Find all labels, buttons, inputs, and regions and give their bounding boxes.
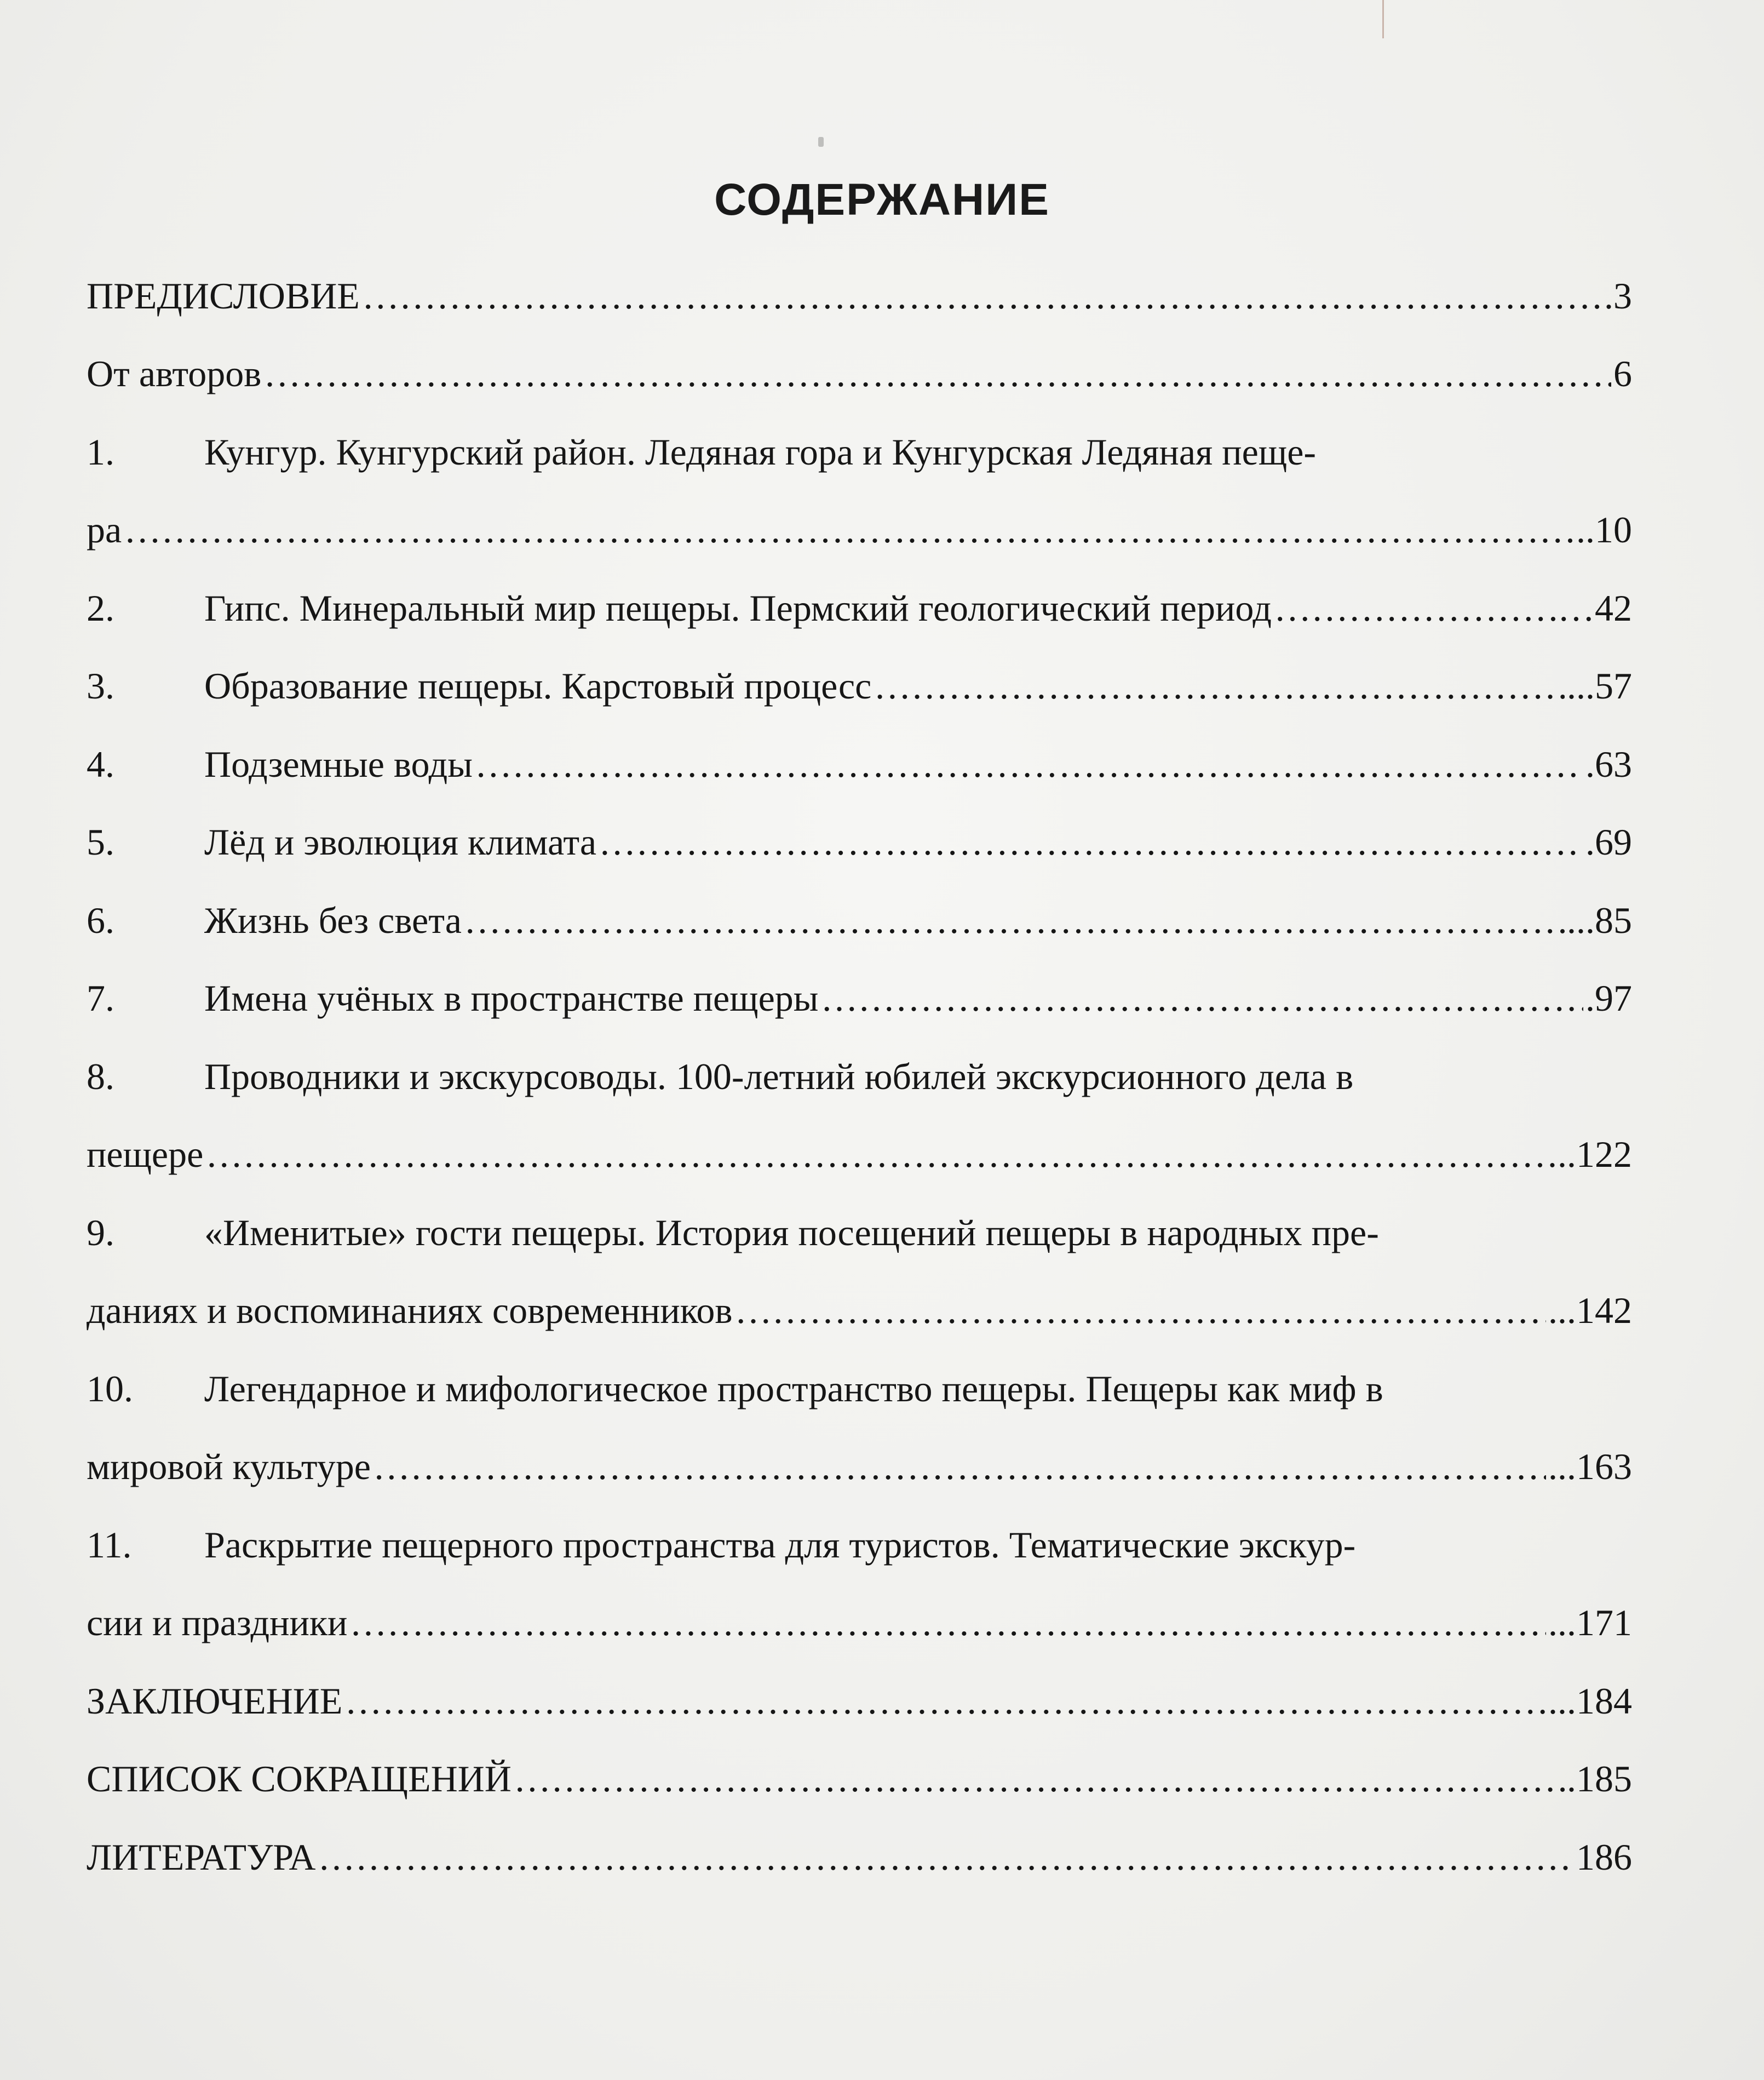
toc-entry-preface (87, 271, 1632, 320)
toc-entry-title-cont: сии и праздники (87, 1602, 348, 1643)
toc-entry-number: 4. (87, 743, 114, 785)
toc-entry-literature (87, 1832, 1632, 1882)
toc-leader-dots (599, 817, 1583, 867)
toc-page-number: ..122 (1558, 1133, 1632, 1175)
toc-page-number: ...142 (1548, 1290, 1632, 1331)
toc-entry-title: Подземные воды (204, 743, 473, 785)
toc-entry-title-cont: мировой культуре (87, 1446, 371, 1487)
toc-entry-title: Проводники и экскурсоводы. 100-летний юбилей экскурсионного дела в (204, 1056, 1354, 1097)
toc-page-number: ...184 (1548, 1680, 1632, 1722)
toc-entry-title: ЗАКЛЮЧЕНИЕ (87, 1680, 343, 1722)
toc-entry-title: «Именитые» гости пещеры. История посещений пещеры в народных пре- (204, 1212, 1379, 1253)
toc-entry-number: 2. (87, 587, 114, 629)
toc-entry-title: Образование пещеры. Карстовый процесс (204, 665, 872, 707)
toc-leader-dots (820, 973, 1583, 1023)
toc-leader-dots (124, 505, 1574, 554)
toc-entry-number: 3. (87, 665, 114, 707)
toc-entry-9-continuation (87, 1286, 1632, 1335)
toc-leader-dots (1274, 583, 1555, 633)
toc-leader-dots (344, 1676, 1546, 1726)
toc-entry-abbreviations (87, 1754, 1632, 1803)
toc-entry-8-continuation (87, 1130, 1632, 1179)
toc-entry-11 (87, 1520, 1632, 1569)
toc-page-number: .63 (1585, 743, 1632, 785)
toc-entry-number: 11. (87, 1524, 132, 1566)
toc-page-number: ..10 (1576, 509, 1632, 551)
toc-entry-title: Раскрытие пещерного пространства для туристов. Тематические экскур- (204, 1524, 1356, 1566)
toc-leader-dots (475, 740, 1583, 789)
toc-entry-title: Лёд и эволюция климата (204, 821, 597, 863)
toc-entry-5 (87, 817, 1632, 867)
toc-entry-title: Легендарное и мифологическое пространство пещеры. Пещеры как миф в (204, 1368, 1383, 1409)
toc-leader-dots (318, 1832, 1574, 1882)
toc-entry-title: От авторов (87, 353, 262, 394)
toc-page-number: ...171 (1548, 1602, 1632, 1643)
toc-entry-title: Жизнь без света (204, 899, 462, 941)
toc-entry-from-authors (87, 349, 1632, 398)
toc-leader-dots (349, 1598, 1546, 1647)
toc-page-number: .69 (1585, 821, 1632, 863)
toc-entry-number: 7. (87, 977, 114, 1019)
toc-page-number: …42 (1558, 587, 1632, 629)
toc-page-number: .3 (1604, 275, 1632, 317)
toc-entry-9 (87, 1208, 1632, 1257)
toc-entry-number: 9. (87, 1212, 114, 1253)
toc-entry-title-cont: даниях и воспоминаниях современников (87, 1290, 733, 1331)
toc-entry-11-continuation (87, 1598, 1632, 1647)
toc-entry-title: СПИСОК СОКРАЩЕНИЙ (87, 1758, 512, 1800)
toc-page-number: .185 (1567, 1758, 1632, 1800)
toc-entry-title-cont: ра (87, 509, 122, 551)
toc-entry-10 (87, 1364, 1632, 1413)
toc-entry-title: Гипс. Минеральный мир пещеры. Пермский геологический период (204, 587, 1272, 629)
toc-entry-title: ЛИТЕРАТУРА (87, 1836, 316, 1878)
toc-page-number: 6 (1613, 353, 1632, 394)
toc-page-number: 186 (1576, 1836, 1632, 1878)
toc-entry-10-continuation (87, 1442, 1632, 1491)
toc-leader-dots (514, 1754, 1565, 1803)
toc-entry-4 (87, 740, 1632, 789)
toc-leader-dots (734, 1286, 1546, 1335)
toc-page-number: ...163 (1548, 1446, 1632, 1487)
toc-entry-6 (87, 896, 1632, 945)
toc-entry-number: 10. (87, 1368, 133, 1409)
toc-leader-dots (464, 896, 1565, 945)
toc-entry-number: 8. (87, 1056, 114, 1097)
toc-entry-1-continuation (87, 505, 1632, 554)
toc-entry-title: Кунгур. Кунгурский район. Ледяная гора и Кунгурская Ледяная пеще- (204, 431, 1317, 473)
toc-entry-title: Имена учёных в пространстве пещеры (204, 977, 819, 1019)
toc-entry-2 (87, 583, 1632, 633)
toc-leader-dots (263, 349, 1611, 398)
toc-page-number: .97 (1585, 977, 1632, 1019)
toc-entry-number: 1. (87, 431, 114, 473)
toc-entry-title-cont: пещере (87, 1133, 204, 1175)
toc-entry-1 (87, 427, 1632, 477)
toc-entry-3 (87, 661, 1632, 710)
toc-entry-7 (87, 973, 1632, 1023)
toc-entry-conclusion (87, 1676, 1632, 1726)
toc-leader-dots (205, 1130, 1555, 1179)
toc-entry-number: 5. (87, 821, 114, 863)
toc-entry-title: ПРЕДИСЛОВИЕ (87, 275, 360, 317)
toc-entry-number: 6. (87, 899, 114, 941)
toc-leader-dots (874, 661, 1565, 710)
toc-page-number: ...85 (1567, 899, 1632, 941)
toc-entry-8 (87, 1052, 1632, 1101)
toc-leader-dots (373, 1442, 1546, 1491)
toc-leader-dots (362, 271, 1602, 320)
page-title: СОДЕРЖАНИЕ (714, 175, 1050, 225)
toc-page-number: ...57 (1567, 665, 1632, 707)
